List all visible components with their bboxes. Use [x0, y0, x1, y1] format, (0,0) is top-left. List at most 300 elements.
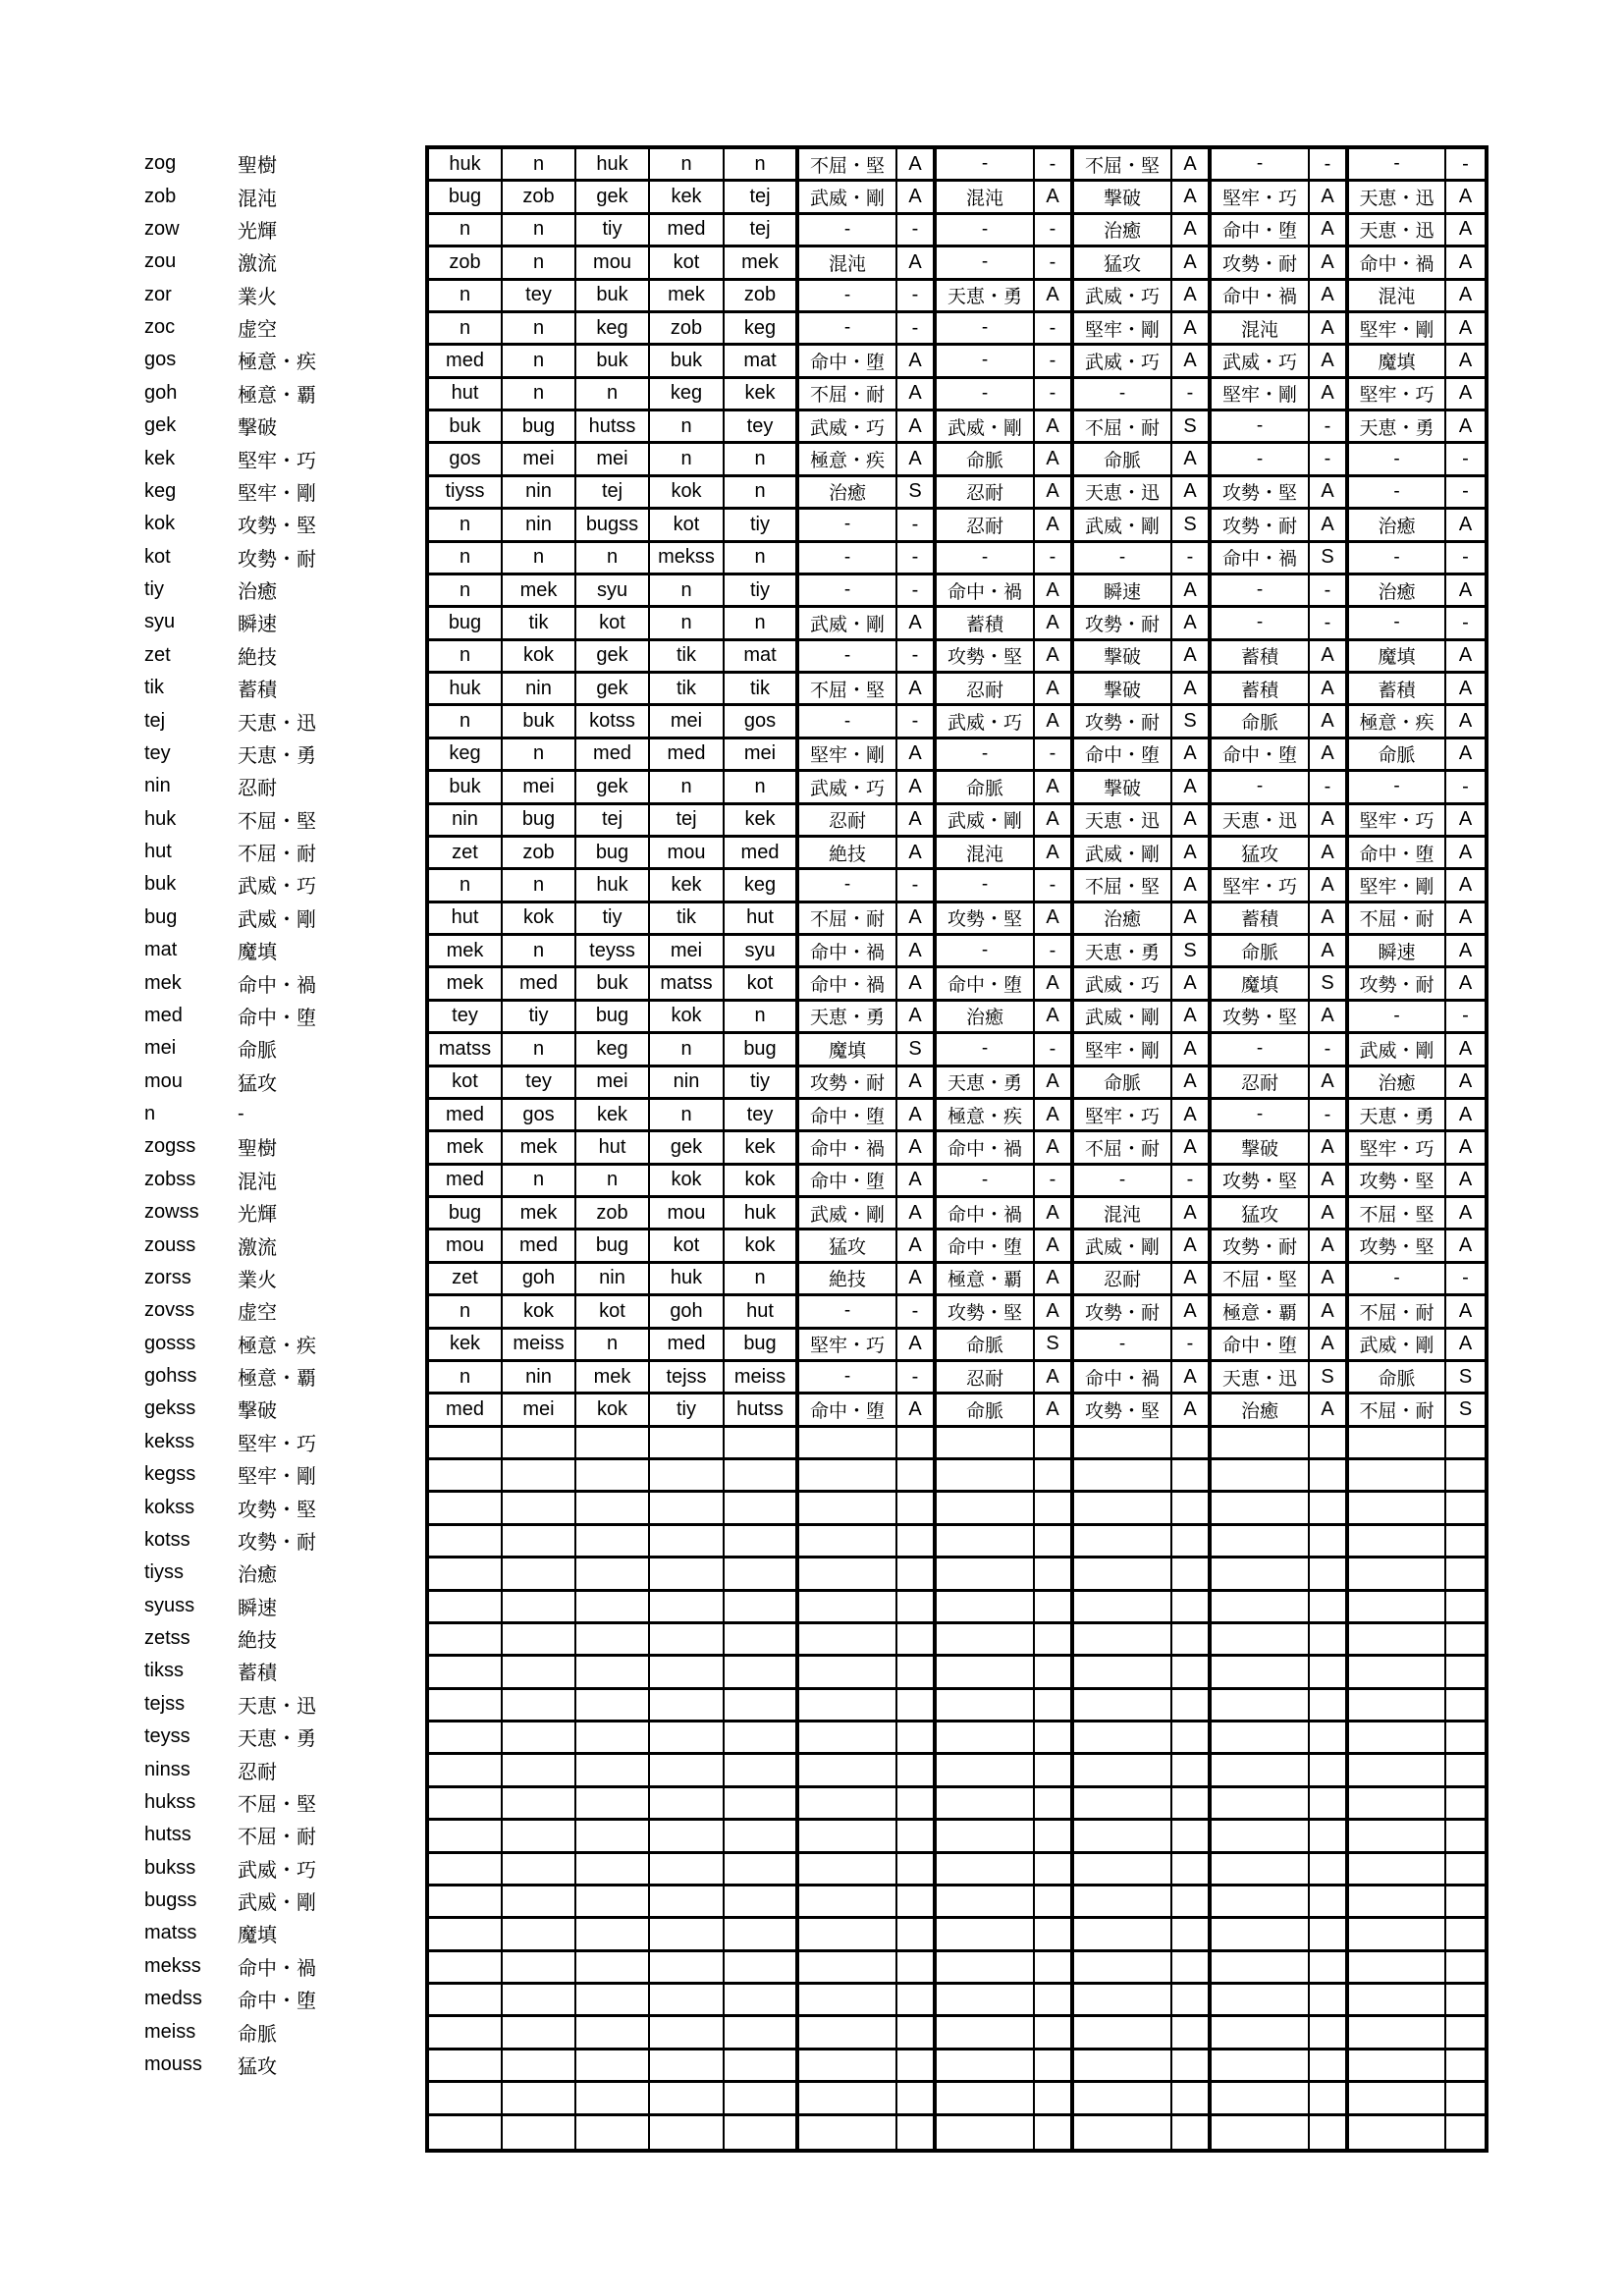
empty-cell	[1074, 1592, 1172, 1624]
empty-cell	[1310, 2017, 1349, 2050]
empty-cell	[1172, 1821, 1212, 1853]
legend-row	[0, 770, 316, 802]
term-cell: -	[1349, 1002, 1446, 1034]
empty-cell	[725, 1526, 799, 1558]
term-cell: -	[1074, 1330, 1172, 1362]
grade-cell: A	[1035, 1230, 1074, 1263]
grade-cell: A	[897, 1394, 937, 1427]
code-cell: teyss	[576, 936, 650, 968]
code-cell: kok	[503, 641, 576, 674]
empty-cell	[799, 1722, 897, 1755]
code-cell: keg	[576, 313, 650, 346]
term-cell: 治癒	[1212, 1394, 1310, 1427]
legend-row	[0, 1885, 316, 1917]
legend-label: 虚空	[238, 1302, 277, 1325]
term-cell: 攻勢・耐	[1074, 706, 1172, 738]
grade-cell: S	[1172, 706, 1212, 738]
empty-cell	[576, 1985, 650, 2017]
term-cell: -	[1349, 477, 1446, 510]
code-cell: syu	[725, 936, 799, 968]
empty-cell	[650, 1755, 725, 1787]
code-cell: zob	[650, 313, 725, 346]
code-cell: n	[650, 772, 725, 804]
code-cell: kok	[503, 903, 576, 936]
term-cell: 命脈	[937, 444, 1035, 476]
code-cell: hutss	[576, 411, 650, 444]
term-cell: 天恵・勇	[937, 281, 1035, 313]
empty-cell	[1074, 1657, 1172, 1689]
code-cell: syu	[576, 575, 650, 608]
empty-cell	[1349, 1788, 1446, 1821]
grade-cell: A	[1310, 1264, 1349, 1296]
legend-code: zog	[144, 152, 177, 175]
legend-label: 光輝	[238, 220, 277, 243]
legend-row	[0, 836, 316, 868]
grade-cell: S	[1310, 543, 1349, 575]
code-cell: gos	[725, 706, 799, 738]
legend-code: teyss	[144, 1725, 190, 1748]
grade-cell: A	[1310, 870, 1349, 902]
empty-cell	[576, 2017, 650, 2050]
term-cell: 魔填	[1212, 968, 1310, 1001]
code-cell: n	[429, 543, 503, 575]
legend-label: 極意・疾	[238, 352, 316, 374]
term-cell: 混沌	[937, 182, 1035, 214]
code-cell: n	[503, 543, 576, 575]
empty-cell	[799, 1755, 897, 1787]
empty-cell	[937, 1624, 1035, 1657]
legend-row	[0, 1262, 316, 1294]
code-cell: kok	[725, 1166, 799, 1198]
grade-cell: A	[1310, 1166, 1349, 1198]
empty-cell	[429, 1493, 503, 1525]
empty-cell	[897, 1886, 937, 1919]
empty-cell	[725, 1821, 799, 1853]
term-cell: 攻勢・堅	[1349, 1166, 1446, 1198]
empty-cell	[429, 2116, 503, 2149]
empty-cell	[1310, 1854, 1349, 1886]
term-cell: -	[799, 313, 897, 346]
empty-cell	[1310, 2050, 1349, 2083]
legend-row	[0, 1130, 316, 1163]
term-cell: 混沌	[1074, 1198, 1172, 1230]
empty-cell	[1074, 1788, 1172, 1821]
grade-cell: -	[1035, 543, 1074, 575]
code-cell: n	[429, 215, 503, 247]
legend-label: 治癒	[238, 1564, 277, 1587]
term-cell: 命中・堕	[1212, 215, 1310, 247]
grade-cell: -	[1035, 936, 1074, 968]
empty-cell	[1310, 1722, 1349, 1755]
code-cell: kok	[650, 1002, 725, 1034]
term-cell: 命中・堕	[1074, 739, 1172, 772]
legend-row	[0, 1458, 316, 1491]
term-cell: 治癒	[1074, 215, 1172, 247]
legend-row	[0, 868, 316, 901]
code-cell: tik	[725, 674, 799, 706]
legend-row	[0, 1360, 316, 1393]
grade-cell: A	[897, 1166, 937, 1198]
empty-cell	[1035, 1526, 1074, 1558]
code-cell: mek	[503, 575, 576, 608]
term-cell: 堅牢・巧	[1212, 870, 1310, 902]
empty-cell	[503, 1428, 576, 1460]
empty-cell	[1035, 1722, 1074, 1755]
empty-cell	[1212, 1690, 1310, 1722]
code-cell: nin	[503, 1362, 576, 1394]
term-cell: 武威・巧	[799, 411, 897, 444]
code-cell: n	[503, 870, 576, 902]
code-cell: mou	[429, 1230, 503, 1263]
empty-cell	[1172, 1755, 1212, 1787]
empty-cell	[937, 1428, 1035, 1460]
legend-row	[0, 508, 316, 540]
legend-row	[0, 672, 316, 704]
empty-cell	[1349, 1592, 1446, 1624]
empty-cell	[1212, 1460, 1310, 1493]
code-cell: hut	[429, 903, 503, 936]
grade-cell: A	[1172, 772, 1212, 804]
empty-cell	[1446, 1624, 1485, 1657]
term-cell: 命脈	[937, 1394, 1035, 1427]
code-cell: n	[725, 149, 799, 182]
term-cell: 攻勢・耐	[1212, 510, 1310, 542]
grade-cell: -	[1446, 772, 1485, 804]
legend-label: -	[238, 1103, 244, 1125]
legend-row	[0, 1098, 316, 1130]
empty-cell	[650, 1886, 725, 1919]
term-cell: 忍耐	[937, 477, 1035, 510]
grade-cell: A	[1035, 641, 1074, 674]
code-cell: buk	[429, 411, 503, 444]
legend-label: 魔填	[238, 942, 277, 964]
empty-cell	[937, 2083, 1035, 2115]
empty-cell	[897, 1624, 937, 1657]
code-cell: n	[725, 543, 799, 575]
term-cell: 蓄積	[1212, 903, 1310, 936]
legend-row	[0, 1950, 316, 1983]
empty-cell	[799, 1985, 897, 2017]
code-cell: keg	[725, 313, 799, 346]
term-cell: 極意・覇	[937, 1264, 1035, 1296]
term-cell: 命中・禍	[937, 1198, 1035, 1230]
term-cell: 堅牢・剛	[1074, 313, 1172, 346]
grade-cell: S	[1310, 1362, 1349, 1394]
legend-row	[0, 475, 316, 508]
term-cell: 武威・剛	[799, 608, 897, 640]
grade-cell: A	[1310, 247, 1349, 280]
empty-cell	[1349, 2116, 1446, 2149]
empty-cell	[429, 1755, 503, 1787]
term-cell: 天恵・迅	[1349, 182, 1446, 214]
term-cell: 攻勢・耐	[1212, 1230, 1310, 1263]
grade-cell: A	[1310, 1296, 1349, 1329]
empty-cell	[429, 1657, 503, 1689]
code-cell: gek	[650, 1132, 725, 1165]
empty-cell	[1310, 1690, 1349, 1722]
empty-cell	[937, 1558, 1035, 1591]
term-cell: -	[1349, 543, 1446, 575]
legend-code: matss	[144, 1922, 197, 1944]
term-cell: 命中・堕	[937, 968, 1035, 1001]
empty-cell	[937, 2017, 1035, 2050]
term-cell: 命中・禍	[799, 968, 897, 1001]
empty-cell	[429, 1592, 503, 1624]
term-cell: 堅牢・巧	[1349, 1132, 1446, 1165]
empty-cell	[1212, 1821, 1310, 1853]
term-cell: -	[937, 149, 1035, 182]
code-cell: bug	[503, 411, 576, 444]
legend-code: buk	[144, 873, 177, 896]
term-cell: 武威・巧	[1074, 281, 1172, 313]
term-cell: -	[1212, 772, 1310, 804]
code-cell: gek	[576, 674, 650, 706]
grade-cell: A	[1446, 870, 1485, 902]
term-cell: 忍耐	[937, 1362, 1035, 1394]
grade-cell: -	[1035, 215, 1074, 247]
empty-cell	[1172, 2050, 1212, 2083]
empty-cell	[1310, 2083, 1349, 2115]
code-cell: meiss	[725, 1362, 799, 1394]
term-cell: 攻勢・堅	[1212, 477, 1310, 510]
grade-cell: S	[897, 477, 937, 510]
empty-cell	[650, 2050, 725, 2083]
grade-cell: A	[1446, 1198, 1485, 1230]
code-cell: bug	[429, 1198, 503, 1230]
term-cell: 攻勢・耐	[1074, 608, 1172, 640]
term-cell: 混沌	[1349, 281, 1446, 313]
code-cell: n	[429, 281, 503, 313]
legend-row	[0, 1066, 316, 1098]
empty-cell	[1212, 2083, 1310, 2115]
legend-row	[0, 966, 316, 999]
legend-code: tejss	[144, 1692, 186, 1715]
term-cell: 堅牢・巧	[1212, 182, 1310, 214]
legend-label: 撃破	[238, 1400, 277, 1423]
grade-cell: -	[1035, 1166, 1074, 1198]
empty-cell	[1349, 2050, 1446, 2083]
term-cell: 攻勢・堅	[1349, 1230, 1446, 1263]
legend-code: zowss	[144, 1201, 199, 1224]
code-cell: bugss	[576, 510, 650, 542]
empty-cell	[1446, 2116, 1485, 2149]
legend-label: 不屈・堅	[238, 810, 316, 833]
grade-cell: A	[1035, 706, 1074, 738]
code-cell: kot	[576, 1296, 650, 1329]
empty-cell	[1212, 1657, 1310, 1689]
term-cell: 攻勢・耐	[1212, 247, 1310, 280]
legend-label: 激流	[238, 1236, 277, 1259]
empty-cell	[576, 2050, 650, 2083]
empty-cell	[503, 2083, 576, 2115]
grade-cell: A	[1446, 215, 1485, 247]
empty-cell	[503, 1526, 576, 1558]
code-cell: med	[429, 346, 503, 378]
code-cell: n	[429, 1362, 503, 1394]
legend-code: tiyss	[144, 1561, 184, 1584]
empty-cell	[1349, 1690, 1446, 1722]
grade-cell: A	[1035, 1067, 1074, 1100]
term-cell: 攻勢・堅	[937, 641, 1035, 674]
term-cell: 治癒	[1349, 1067, 1446, 1100]
code-cell: bug	[429, 182, 503, 214]
legend-label: 攻勢・耐	[238, 1531, 316, 1554]
code-cell: tiy	[725, 1067, 799, 1100]
term-cell: 混沌	[1212, 313, 1310, 346]
empty-cell	[650, 1558, 725, 1591]
empty-cell	[725, 2050, 799, 2083]
term-cell: 撃破	[1074, 641, 1172, 674]
grade-cell: -	[1446, 543, 1485, 575]
empty-cell	[897, 1493, 937, 1525]
empty-cell	[799, 1657, 897, 1689]
legend-code: gekss	[144, 1397, 196, 1420]
grade-cell: A	[1446, 575, 1485, 608]
grade-cell: -	[1035, 870, 1074, 902]
code-cell: huk	[725, 1198, 799, 1230]
empty-cell	[1212, 1428, 1310, 1460]
empty-cell	[1446, 1755, 1485, 1787]
legend-code: gek	[144, 414, 177, 437]
empty-cell	[1349, 1624, 1446, 1657]
grade-cell: -	[897, 313, 937, 346]
empty-cell	[1446, 1558, 1485, 1591]
grade-cell: A	[1446, 1067, 1485, 1100]
empty-cell	[897, 1428, 937, 1460]
grade-cell: A	[1310, 706, 1349, 738]
legend-code: zou	[144, 250, 177, 273]
legend-code: tej	[144, 709, 166, 732]
empty-cell	[937, 1821, 1035, 1853]
code-cell: n	[650, 1034, 725, 1066]
code-cell: mek	[650, 281, 725, 313]
empty-cell	[1446, 1592, 1485, 1624]
empty-cell	[1446, 1854, 1485, 1886]
empty-cell	[725, 1722, 799, 1755]
code-cell: mou	[576, 247, 650, 280]
grade-cell: A	[1446, 411, 1485, 444]
empty-cell	[1074, 1886, 1172, 1919]
code-cell: bug	[725, 1330, 799, 1362]
legend-row	[0, 180, 316, 212]
empty-cell	[937, 2050, 1035, 2083]
empty-cell	[725, 1592, 799, 1624]
empty-cell	[1349, 1985, 1446, 2017]
empty-cell	[897, 1985, 937, 2017]
term-cell: 攻勢・耐	[1074, 1296, 1172, 1329]
legend-row	[0, 1590, 316, 1622]
term-cell: 撃破	[1074, 772, 1172, 804]
term-cell: 魔填	[1349, 346, 1446, 378]
empty-cell	[725, 1558, 799, 1591]
code-cell: kok	[576, 1394, 650, 1427]
empty-cell	[1035, 1428, 1074, 1460]
empty-cell	[937, 1592, 1035, 1624]
code-cell: gos	[429, 444, 503, 476]
legend-code: huk	[144, 807, 177, 830]
empty-cell	[1349, 1558, 1446, 1591]
grade-cell: -	[1035, 149, 1074, 182]
empty-cell	[1310, 1952, 1349, 1985]
term-cell: 天恵・迅	[1074, 805, 1172, 838]
code-cell: n	[429, 641, 503, 674]
term-cell: -	[937, 739, 1035, 772]
grade-cell: A	[897, 805, 937, 838]
term-cell: 武威・剛	[937, 805, 1035, 838]
legend-code: keg	[144, 479, 177, 502]
grade-cell: A	[1172, 1067, 1212, 1100]
empty-cell	[1310, 1428, 1349, 1460]
empty-cell	[1172, 1428, 1212, 1460]
term-cell: 武威・巧	[799, 772, 897, 804]
grade-cell: -	[1446, 149, 1485, 182]
empty-cell	[1074, 2116, 1172, 2149]
term-cell: 極意・疾	[937, 1100, 1035, 1132]
empty-cell	[1212, 1886, 1310, 1919]
empty-cell	[576, 1657, 650, 1689]
term-cell: 武威・剛	[1074, 838, 1172, 870]
term-cell: -	[1212, 575, 1310, 608]
legend-label: 光輝	[238, 1204, 277, 1227]
code-cell: tey	[503, 281, 576, 313]
empty-cell	[429, 1722, 503, 1755]
empty-cell	[799, 1952, 897, 1985]
empty-cell	[650, 1821, 725, 1853]
grade-cell: A	[1310, 313, 1349, 346]
legend-label: 猛攻	[238, 2055, 277, 2078]
empty-cell	[799, 1493, 897, 1525]
code-cell: n	[503, 247, 576, 280]
empty-cell	[1446, 1493, 1485, 1525]
grade-cell: A	[1310, 805, 1349, 838]
legend-row	[0, 541, 316, 574]
code-cell: buk	[650, 346, 725, 378]
empty-cell	[1074, 1690, 1172, 1722]
empty-cell	[897, 1526, 937, 1558]
grade-cell: -	[897, 1362, 937, 1394]
term-cell: -	[799, 641, 897, 674]
empty-cell	[429, 1854, 503, 1886]
term-cell: -	[1349, 1264, 1446, 1296]
legend-code: syu	[144, 611, 176, 633]
legend-row	[0, 1524, 316, 1557]
code-cell: mat	[725, 346, 799, 378]
legend-code: n	[144, 1103, 156, 1125]
term-cell: 絶技	[799, 838, 897, 870]
code-cell: goh	[650, 1296, 725, 1329]
legend-label: 攻勢・堅	[238, 516, 316, 538]
grade-cell: -	[1310, 149, 1349, 182]
code-cell: n	[503, 346, 576, 378]
term-cell: 極意・疾	[1349, 706, 1446, 738]
empty-cell	[503, 1854, 576, 1886]
term-cell: 命中・禍	[1212, 543, 1310, 575]
grade-cell: -	[1035, 379, 1074, 411]
term-cell: 忍耐	[937, 510, 1035, 542]
empty-cell	[725, 1788, 799, 1821]
grade-cell: -	[1310, 1034, 1349, 1066]
term-cell: 命中・禍	[799, 1132, 897, 1165]
grade-cell: A	[897, 772, 937, 804]
legend-label: 不屈・堅	[238, 1793, 316, 1816]
term-cell: -	[799, 215, 897, 247]
empty-cell	[1172, 2083, 1212, 2115]
legend-row	[0, 1983, 316, 2015]
empty-cell	[937, 1657, 1035, 1689]
code-cell: mou	[650, 1198, 725, 1230]
term-cell: 猛攻	[799, 1230, 897, 1263]
code-cell: n	[503, 1166, 576, 1198]
